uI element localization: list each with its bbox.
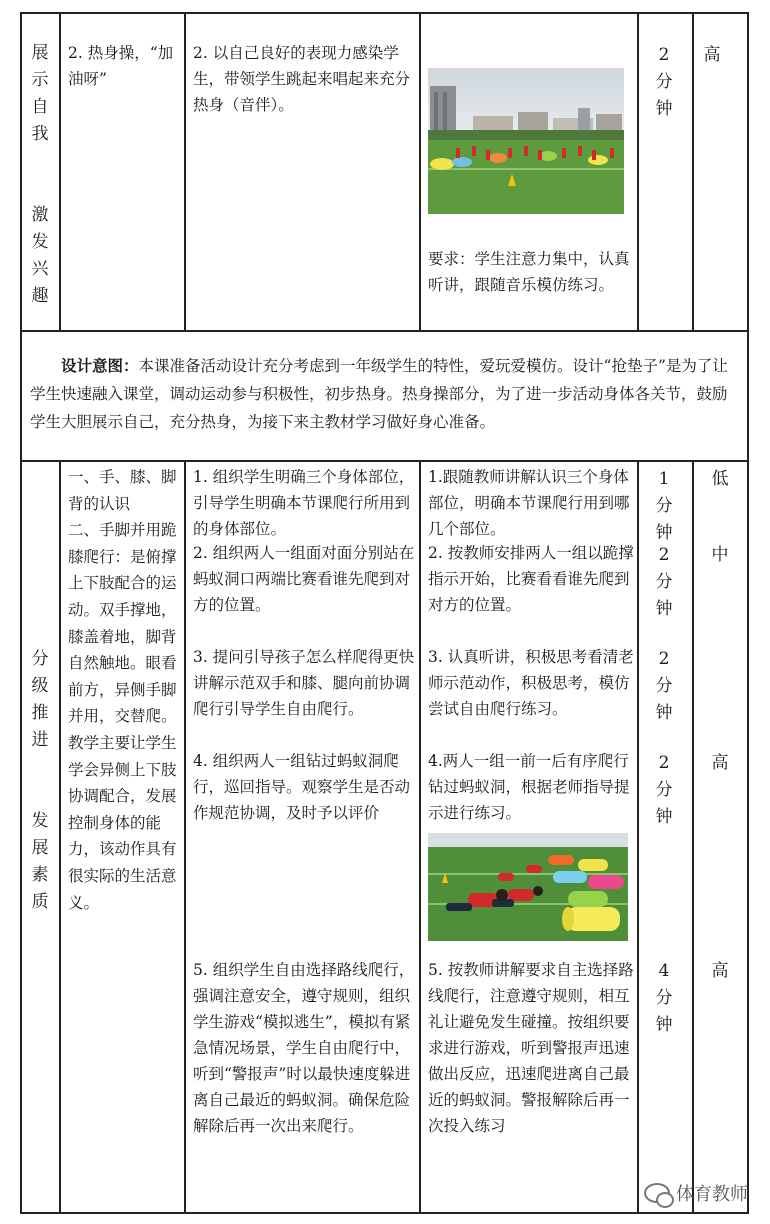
row2-teacher-step-3: 3. 提问引导孩子怎么样爬得更快讲解示范双手和膝、腿向前协调爬行引导学生自由爬行。 bbox=[193, 648, 415, 718]
col-divider-5 bbox=[692, 12, 694, 332]
row1-time: 2 分 钟 bbox=[655, 45, 673, 119]
row2-content: 一、手、膝、脚背的认识 二、手脚并用跪膝爬行：是俯撑上下肢配合的运动。双手撑地，膝盖着地，脚背自然触地。眼看前方，异侧手脚并用，交替爬。教学主要让学生学会异侧上下肢协调配合，发展控制身体的能力，该动作具有很实际的生活意义。 bbox=[68, 468, 177, 912]
row2-student-step-1: 1.跟随教师讲解认识三个身体部位，明确本节课爬行用到哪几个部位。 bbox=[428, 468, 630, 538]
row2-time-4: 2 分 钟 bbox=[655, 753, 673, 827]
row2-intensity-4: 高 bbox=[711, 961, 729, 981]
row2-student-step-3: 3. 认真听讲，积极思考看清老师示范动作，积极思考，模仿尝试自由爬行练习。 bbox=[428, 648, 634, 718]
col-divider-2 bbox=[184, 12, 186, 332]
crawling-photo bbox=[428, 833, 628, 941]
row1-intensity: 高 bbox=[703, 45, 721, 65]
row1-content: 2. 热身操，“加油呀” bbox=[68, 44, 174, 88]
row2-teacher-step-1: 1. 组织学生明确三个身体部位，引导学生明确本节课爬行所用到的身体部位。 bbox=[193, 468, 415, 538]
row2-time-1: 1 分 钟 bbox=[655, 469, 673, 543]
col-divider-4 bbox=[637, 12, 639, 332]
col-divider-1b bbox=[59, 460, 61, 1214]
row2-student-step-5: 5. 按教师讲解要求自主选择路线爬行，注意遵守规则，相互礼让避免发生碰撞。按组织要求进行游戏，听到警报声迅速做出反应，迅速爬进离自己最近的蚂蚁洞。警报解除后再一次投入练习 bbox=[428, 961, 634, 1135]
col-divider-3b bbox=[419, 460, 421, 1214]
row2-teacher-step-2: 2. 组织两人一组面对面分别站在蚂蚁洞口两端比赛看谁先爬到对方的位置。 bbox=[193, 544, 415, 614]
row1-student-requirement: 要求：学生注意力集中，认真听讲，跟随音乐模仿练习。 bbox=[428, 250, 630, 294]
table-right-border bbox=[747, 12, 749, 1214]
warmup-photo bbox=[428, 68, 624, 214]
row2-stage: 分 级 推 进 发 展 素 质 bbox=[31, 649, 49, 912]
design-intent bbox=[30, 352, 742, 436]
row1-teacher: 2. 以自己良好的表现力感染学生，带领学生跳起来唱起来充分热身（音伴）。 bbox=[193, 44, 411, 114]
row2-student-step-4: 4.两人一组一前一后有序爬行钻过蚂蚁洞，根据老师指导提示进行练习。 bbox=[428, 752, 630, 822]
watermark-text: 体育教师 bbox=[676, 1184, 748, 1205]
row1-stage: 展 示 自 我 激 发 兴 趣 bbox=[31, 43, 49, 306]
design-intent-label: 设计意图： bbox=[61, 356, 139, 375]
row1-bottom-border bbox=[20, 330, 749, 332]
watermark bbox=[644, 1180, 748, 1206]
col-divider-2b bbox=[184, 460, 186, 1214]
row2-teacher-step-5: 5. 组织学生自由选择路线爬行，强调注意安全，遵守规则，组织学生游戏“模拟逃生”，模拟有紧急情况场景，学生自由爬行中，听到“警报声”时以最快速度躲进离自己最近的蚂蚁洞。确保危险解除后再一次出来爬行。 bbox=[193, 961, 415, 1135]
table-left-border bbox=[20, 12, 22, 1214]
row2-intensity-3: 高 bbox=[711, 753, 729, 773]
col-divider-5b bbox=[692, 460, 694, 1214]
row2-time-5: 4 分 钟 bbox=[655, 961, 673, 1035]
col-divider-4b bbox=[637, 460, 639, 1214]
row2-intensity-1: 低 bbox=[711, 469, 729, 489]
table-top-border bbox=[20, 12, 749, 14]
row2-student-step-2: 2. 按教师安排两人一组以跪撑指示开始，比赛看看谁先爬到对方的位置。 bbox=[428, 544, 634, 614]
row2-time-2: 2 分 钟 bbox=[655, 545, 673, 619]
wechat-icon bbox=[644, 1183, 670, 1203]
col-divider-3 bbox=[419, 12, 421, 332]
table-bottom-border bbox=[20, 1212, 749, 1214]
row2-teacher-step-4: 4. 组织两人一组钻过蚂蚁洞爬行，巡回指导。观察学生是否动作规范协调，及时予以评价 bbox=[193, 752, 411, 822]
design-intent-text: 本课准备活动设计充分考虑到一年级学生的特性，爱玩爱模仿。设计“抢垫子”是为了让学生快速融入课堂，调动运动参与积极性，初步热身。热身操部分，为了进一步活动身体各关节，鼓励学生大胆展示自己，充分热身，为接下来主教材学习做好身心准备。 bbox=[30, 357, 728, 431]
col-divider-1 bbox=[59, 12, 61, 332]
design-bottom-border bbox=[20, 460, 749, 462]
row2-intensity-2: 中 bbox=[711, 545, 729, 565]
row2-time-3: 2 分 钟 bbox=[655, 649, 673, 723]
